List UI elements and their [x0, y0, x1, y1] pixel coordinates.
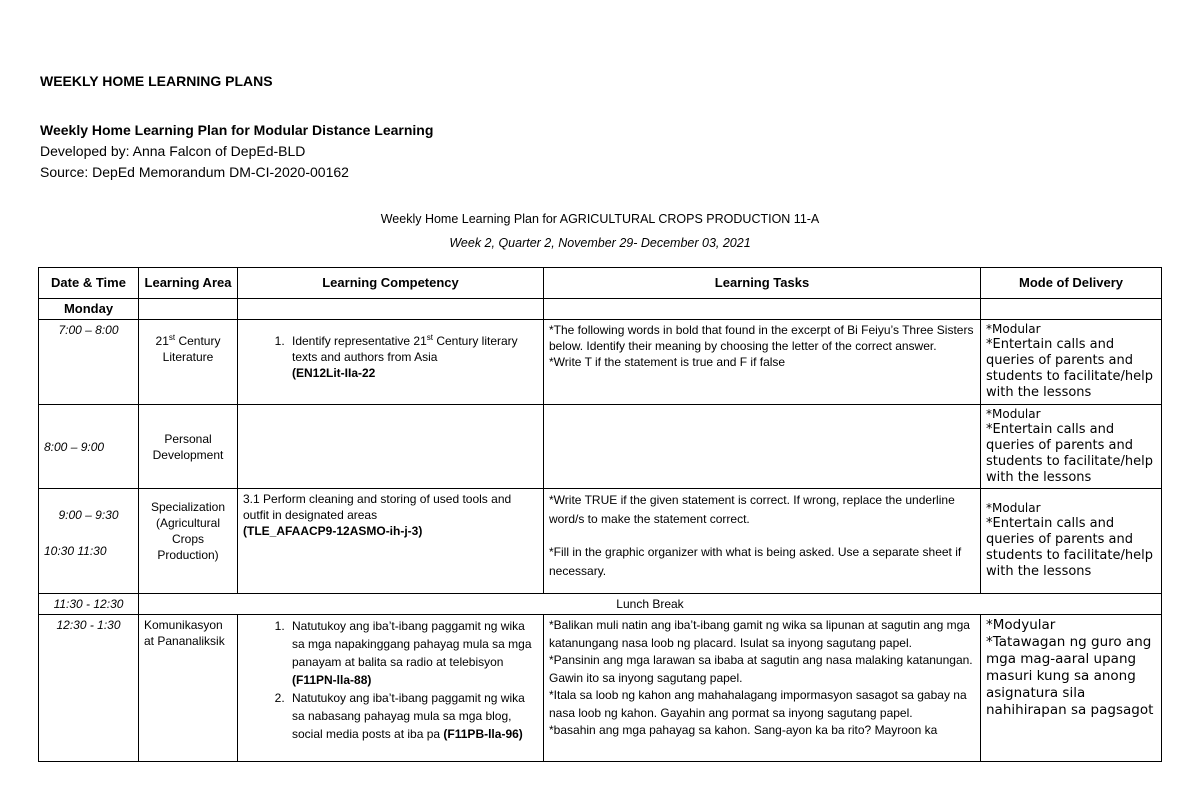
mode-text: *Modular [986, 501, 1041, 515]
column-header: Learning Area [139, 268, 238, 299]
competency-list [243, 617, 538, 743]
mode-text: *Entertain calls and queries of parents and students to facilitate/help with the lessons [986, 422, 1153, 485]
time-cell: 11:30 - 12:30 [39, 594, 139, 615]
task-text: *Write TRUE if the given statement is correct. If wrong, replace the underline word/s to make the statement correct. [549, 493, 955, 526]
mode-text: *Tatawagan ng guro ang mga mag-aaral upang masuri kung sa anong asignatura sila nahihirapan sa pagsagot [986, 634, 1154, 718]
tasks-cell [544, 405, 981, 489]
plan-subject-title: Weekly Home Learning Plan for AGRICULTURAL CROPS PRODUCTION 11-A [380, 212, 820, 226]
plan-title: Weekly Home Learning Plan for Modular Distance Learning [40, 122, 434, 138]
time-cell [39, 489, 139, 594]
table-row [39, 405, 1162, 489]
table-cell [139, 299, 238, 320]
list-item: 2. Natutukoy ang iba’t-ibang paggamit ng wika sa nabasang pahayag mula sa mga blog, social media posts at iba pa (F11PB-lla-96) [288, 689, 538, 743]
table-cell [981, 299, 1162, 320]
table-row [39, 320, 1162, 405]
learning-area-cell: Komunikasyon at Pananaliksik [139, 615, 238, 762]
competency-list [243, 330, 538, 381]
table-row [39, 615, 1162, 762]
tasks-cell [544, 320, 981, 405]
task-text: *Pansinin ang mga larawan sa ibaba at sagutin ang nasa malaking katanungan. Gawin ito sa inyong sagutang papel. [549, 653, 973, 685]
table-cell [544, 299, 981, 320]
competency-text: 3.1 Perform cleaning and storing of used tools and outfit in designated areas [243, 492, 512, 522]
mode-cell [981, 615, 1162, 762]
time-text: 9:00 – 9:30 [58, 508, 119, 522]
mode-text: *Modular [986, 322, 1041, 336]
competency-code: (TLE_AFAACP9-12ASMO-ih-j-3) [243, 524, 423, 538]
list-item: 1. Identify representative 21st Century literary texts and authors from Asia (EN12Lit-IIa-22 [288, 330, 538, 381]
tasks-cell [544, 615, 981, 762]
table-row [39, 489, 1162, 594]
learning-area-cell: 21st Century Literature [139, 320, 238, 405]
column-header: Learning Tasks [544, 268, 981, 299]
learning-plan-table [38, 267, 1162, 762]
mode-cell [981, 489, 1162, 594]
column-header: Date & Time [39, 268, 139, 299]
table-cell [238, 299, 544, 320]
developed-by: Developed by: Anna Falcon of DepEd-BLD [40, 143, 306, 159]
task-text: *Fill in the graphic organizer with what is being asked. Use a separate sheet if necessary. [549, 545, 962, 578]
lunch-break-cell: Lunch Break [139, 594, 1162, 615]
task-text: *The following words in bold that found in the excerpt of Bi Feiyu’s Three Sisters below. Identify their meaning by choosing the letter of the correct answer. [549, 323, 974, 353]
competency-cell [238, 320, 544, 405]
time-text: 10:30 11:30 [44, 544, 107, 558]
plan-week-subtitle: Week 2, Quarter 2, November 29- December 03, 2021 [449, 236, 751, 250]
competency-cell [238, 615, 544, 762]
mode-text: *Entertain calls and queries of parents and students to facilitate/help with the lessons [986, 516, 1153, 579]
task-text: *basahin ang mga pahayag sa kahon. Sang-ayon ka ba rito? Mayroon ka [549, 723, 938, 737]
time-cell: 8:00 – 9:00 [39, 405, 139, 489]
mode-text: *Modyular [986, 617, 1056, 633]
list-item: 1. Natutukoy ang iba’t-ibang paggamit ng wika sa mga napakinggang pahayag mula sa mga panayam at balita sa radio at telebisyon (F11PN-lla-88) [288, 617, 538, 689]
mode-cell [981, 320, 1162, 405]
task-text: *Write T if the statement is true and F if false [549, 355, 786, 369]
learning-area-cell: Personal Development [139, 405, 238, 489]
time-cell: 7:00 – 8:00 [39, 320, 139, 405]
source-line: Source: DepEd Memorandum DM-CI-2020-00162 [40, 164, 349, 180]
learning-area-cell: Specialization (Agricultural Crops Production) [139, 489, 238, 594]
document-heading: WEEKLY HOME LEARNING PLANS [40, 73, 273, 89]
table-row [39, 299, 1162, 320]
task-text: *Itala sa loob ng kahon ang mahahalagang impormasyon sasagot sa gabay na nasa loob ng kahon. Gayahin ang pormat sa inyong sagutang papel. [549, 688, 967, 720]
tasks-cell [544, 489, 981, 594]
column-header: Learning Competency [238, 268, 544, 299]
day-label: Monday [39, 299, 139, 320]
competency-cell [238, 405, 544, 489]
table-row [39, 594, 1162, 615]
time-cell: 12:30 - 1:30 [39, 615, 139, 762]
competency-cell [238, 489, 544, 594]
table-header-row [39, 268, 1162, 299]
column-header: Mode of Delivery [981, 268, 1162, 299]
mode-text: *Entertain calls and queries of parents and students to facilitate/help with the lessons [986, 337, 1153, 400]
mode-text: *Modular [986, 407, 1041, 421]
task-text: *Balikan muli natin ang iba’t-ibang gamit ng wika sa lipunan at sagutin ang mga katanungang nasa loob ng placard. Isulat sa inyong sagutang papel. [549, 618, 970, 650]
mode-cell [981, 405, 1162, 489]
